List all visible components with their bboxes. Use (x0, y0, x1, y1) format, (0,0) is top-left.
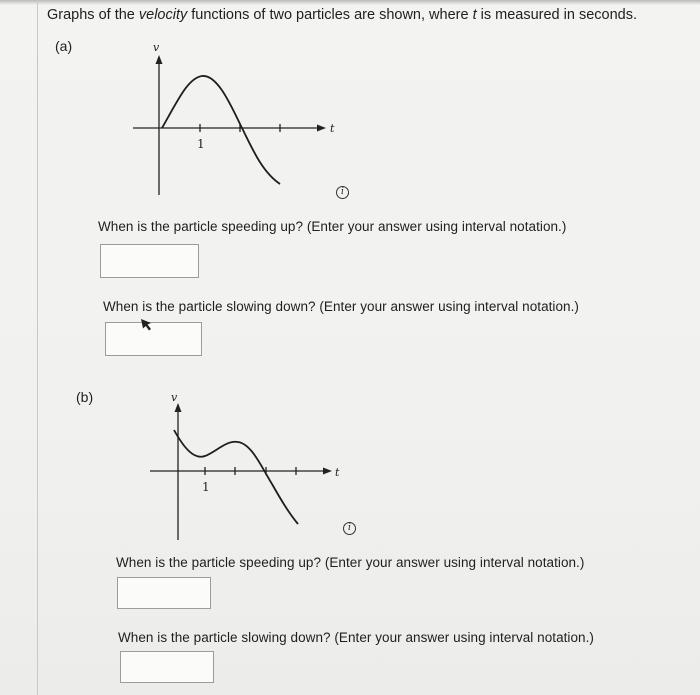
part-b-speeding-input[interactable] (117, 577, 211, 609)
part-b-slowing-input[interactable] (120, 651, 214, 683)
graph-b-y-label: v (171, 391, 178, 404)
graph-b-x-arrow (323, 468, 332, 475)
part-b-label: (b) (76, 389, 94, 405)
part-b-slowing-question: When is the particle slowing down? (Enter your answer using interval notation.) (118, 630, 594, 645)
graph-b-tick-label: 1 (202, 480, 210, 494)
statement-emph: velocity (138, 7, 188, 23)
graph-b-y-arrow (175, 403, 182, 412)
info-icon[interactable]: i (336, 186, 349, 199)
statement-prefix: Graphs of the (47, 7, 139, 23)
graph-b-axes (150, 410, 324, 540)
graph-a-x-label: t (330, 122, 335, 135)
part-a-slowing-question: When is the particle slowing down? (Enter your answer using interval notation.) (103, 299, 579, 314)
statement-suffix: is measured in seconds. (476, 7, 637, 23)
graph-a-y-label: v (153, 41, 160, 54)
graph-b-x-label: t (335, 466, 340, 479)
graph-a-tick-label: 1 (197, 137, 205, 151)
part-b-speeding-question: When is the particle speeding up? (Enter your answer using interval notation.) (116, 555, 585, 570)
graph-b-velocity-curve (174, 430, 298, 524)
part-a-label: (a) (55, 38, 73, 54)
statement-var: t (472, 7, 477, 23)
info-icon[interactable]: i (343, 522, 356, 535)
part-a-speeding-question: When is the particle speeding up? (Enter your answer using interval notation.) (98, 219, 567, 234)
statement-middle: functions of two particles are shown, where (187, 7, 473, 23)
